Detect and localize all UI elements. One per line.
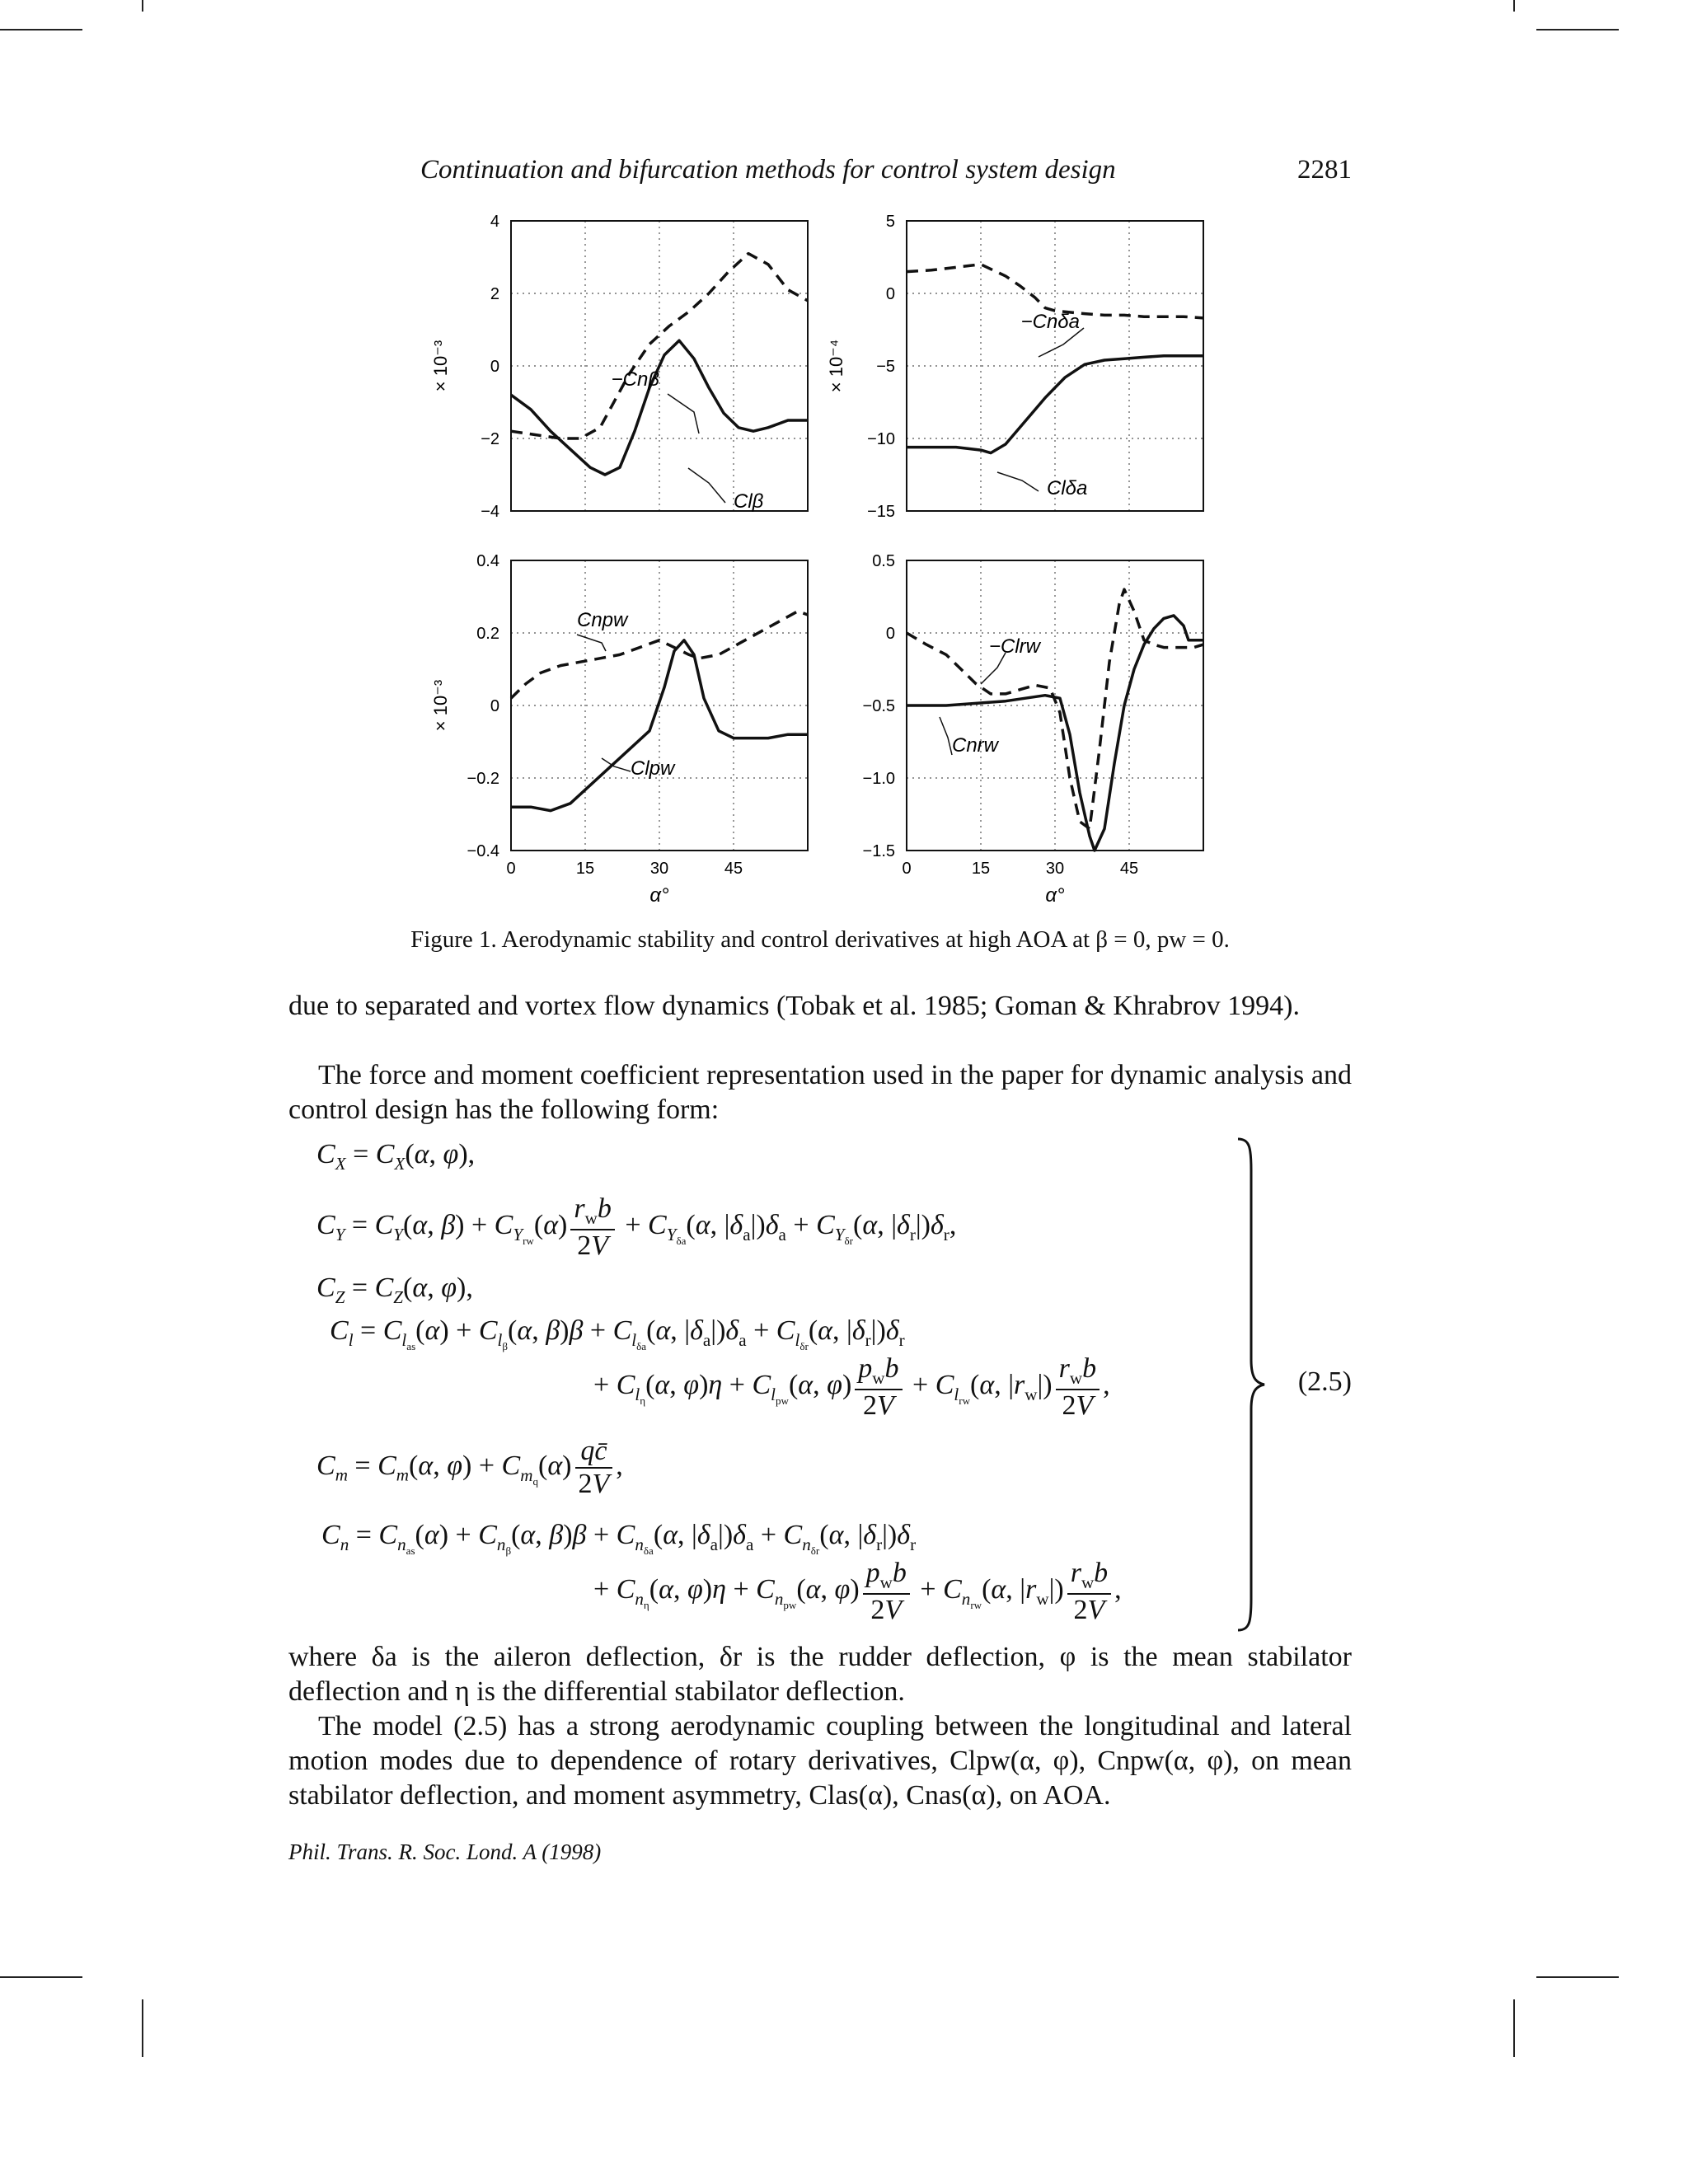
paragraph-4 (288, 1709, 1352, 1813)
equation-number: (2.5) (1297, 1366, 1352, 1397)
y-tick-label: 0 (885, 625, 895, 643)
curve-label: −Cnδa (1020, 311, 1080, 333)
paragraph-text: The model (2.5) has a strong aerodynamic coupling between the longitudinal and lateral motion modes due to dependence of rotary derivatives, Clpw(α, φ), Cnpw(α, φ), on mean stabilator deflection, and moment asymmetry, Clas(α), Cnas(α), on AOA. (288, 1711, 1352, 1811)
x-tick-label: 0 (506, 860, 516, 878)
footer-text: Phil. Trans. R. Soc. Lond. A (1998) (288, 1840, 602, 1864)
leader-line (940, 717, 952, 755)
x-tick-label: 15 (575, 860, 595, 878)
paragraph-1 (288, 989, 1352, 1024)
crop-mark (1513, 0, 1515, 12)
running-title: Continuation and bifurcation methods for control system design (420, 155, 1116, 185)
y-tick-label: −2 (481, 430, 499, 448)
y-tick-label: −0.5 (862, 697, 895, 715)
x-axis-label: α° (1045, 884, 1065, 907)
figure-1 (396, 206, 1269, 915)
y-tick-label: 0.5 (872, 552, 895, 570)
y-tick-label: 5 (885, 213, 895, 231)
y-tick-label: 0 (885, 285, 895, 303)
curve-label: Clβ (734, 490, 764, 513)
crop-mark (142, 0, 143, 12)
x-tick-label: 30 (649, 860, 669, 878)
x-tick-label: 0 (902, 860, 912, 878)
eq-cm: $C_m = C_m(\alpha$, $\varphi) + C_{m_q}(\alpha)$ $\frac{qc̄}{2V}$ , (316, 1436, 623, 1499)
paragraph-text: where δa is the aileron deflection, δr is the rudder deflection, φ is the mean stabilator deflection and η is the differential stabilator deflection. (288, 1642, 1352, 1707)
y-tick-label: −0.4 (467, 842, 499, 860)
y-tick-label: 0 (490, 358, 499, 376)
y-scale-label: × 10⁻³ (430, 679, 451, 732)
y-tick-label: 0.4 (476, 552, 499, 570)
equation-2-5 (288, 1131, 1352, 1633)
y-tick-label: −15 (867, 503, 895, 521)
running-header (288, 155, 1352, 191)
x-axis-label: α° (649, 884, 669, 907)
eq-cz: $C_Z = C_Z(\alpha$, φ), (316, 1272, 473, 1307)
y-tick-label: 0 (490, 697, 499, 715)
y-tick-label: −0.2 (467, 770, 499, 788)
crop-mark (1513, 1999, 1515, 2057)
eq-cn-line2: + $C_{n_\eta}(\alpha$, $\varphi)\eta + C_{n_{pw}}(\alpha$, φ) $p_wb$ 2V + $C_{n_{rw}}(\alpha$, $|r_w|$) $r_wb$ 2V , (593, 1558, 1122, 1625)
paragraph-2 (288, 1058, 1352, 1127)
y-tick-label: 2 (490, 285, 499, 303)
eq-cl-line1: $C_l = C_{l_{as}}(\alpha) + C_{l_\beta}(\alpha$, $\beta)\beta + C_{l_{\delta a}}(\alpha$, $|\delta_a|)\delta_a + C_{l_{\delta r}}(\alpha$, $|\delta_r|)\delta_r$ (330, 1315, 905, 1352)
crop-mark (1536, 1976, 1619, 1978)
curve-label: Cnpw (577, 609, 628, 631)
paragraph-3 (288, 1640, 1352, 1709)
crop-mark (0, 1976, 82, 1978)
eq-cl-line2: + $C_{l_\eta}(\alpha$, $\varphi)\eta + C_{l_{pw}}(\alpha$, φ) $p_wb$ 2V + $C_{l_{rw}}(\alpha$, $|r_w|$) $r_wb$ 2V , (593, 1353, 1110, 1421)
x-tick-label: 45 (1119, 860, 1139, 878)
y-tick-label: −4 (481, 503, 499, 521)
y-scale-label: × 10⁻³ (430, 340, 451, 392)
crop-mark (1536, 29, 1619, 30)
y-tick-label: 0.2 (476, 625, 499, 643)
curve-label: −Cnβ (611, 368, 659, 391)
equation-brace (1235, 1137, 1268, 1632)
x-tick-label: 45 (724, 860, 743, 878)
crop-mark (142, 1999, 143, 2057)
eq-cy: $C_Y = C_Y(\alpha$, $\beta) + C_{Y_{rw}}(\alpha)$ $r_wb$ 2V + $C_{Y_{\delta a}}(\alpha$, $|\delta_a|)\delta_a + C_{Y_{\delta r}}(\alpha$, $|\delta_r|)\delta_r$, (316, 1193, 957, 1261)
y-tick-label: −10 (867, 430, 895, 448)
page-number: 2281 (1297, 155, 1352, 185)
curve-label: −Clrw (989, 635, 1041, 658)
eq-cx: $C_X = C_X(\alpha$, φ), (316, 1139, 476, 1174)
paragraph-text: The force and moment coefficient representation used in the paper for dynamic analysis and control design has the following form: (288, 1060, 1352, 1125)
y-scale-label: × 10⁻⁴ (826, 339, 846, 393)
leader-line (997, 472, 1039, 491)
x-tick-label: 15 (971, 860, 991, 878)
y-tick-label: −1.0 (862, 770, 895, 788)
eq-cn-line1: $C_n = C_{n_{as}}(\alpha) + C_{n_\beta}(\alpha$, $\beta)\beta + C_{n_{\delta a}}(\alpha$, $|\delta_a|)\delta_a + C_{n_{\delta r}}(\alpha$, $|\delta_r|)\delta_r$ (321, 1520, 917, 1557)
x-tick-label: 30 (1045, 860, 1065, 878)
crop-mark (0, 29, 82, 30)
leader-line (668, 394, 699, 434)
leader-line (577, 635, 606, 651)
curve-label: Clδa (1047, 477, 1088, 499)
paragraph-text: due to separated and vortex flow dynamics (Tobak et al. 1985; Goman & Khrabrov 1994). (288, 991, 1300, 1021)
y-tick-label: −1.5 (862, 842, 895, 860)
dashed-series-line (511, 254, 808, 438)
curve-label: Clpw (631, 757, 675, 780)
journal-footer (288, 1840, 601, 1865)
figure-caption: Figure 1. Aerodynamic stability and control derivatives at high AOA at β = 0, pw = 0. (410, 926, 1230, 953)
y-tick-label: 4 (490, 213, 499, 231)
solid-series-line (907, 356, 1203, 453)
leader-line (688, 468, 725, 503)
curve-label: Cnrw (952, 734, 999, 757)
y-tick-label: −5 (876, 358, 895, 376)
